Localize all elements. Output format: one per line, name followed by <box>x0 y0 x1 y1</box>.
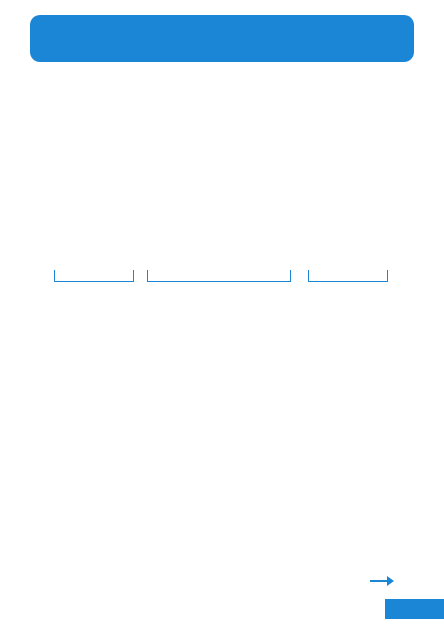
arrow-right-icon <box>370 580 392 582</box>
answer-strip-3-cells[interactable] <box>308 270 388 282</box>
answer-strip-2-cells[interactable] <box>147 270 291 282</box>
answer-strip-1-cells[interactable] <box>54 270 134 282</box>
page-number <box>385 599 444 619</box>
page-header <box>30 15 414 62</box>
